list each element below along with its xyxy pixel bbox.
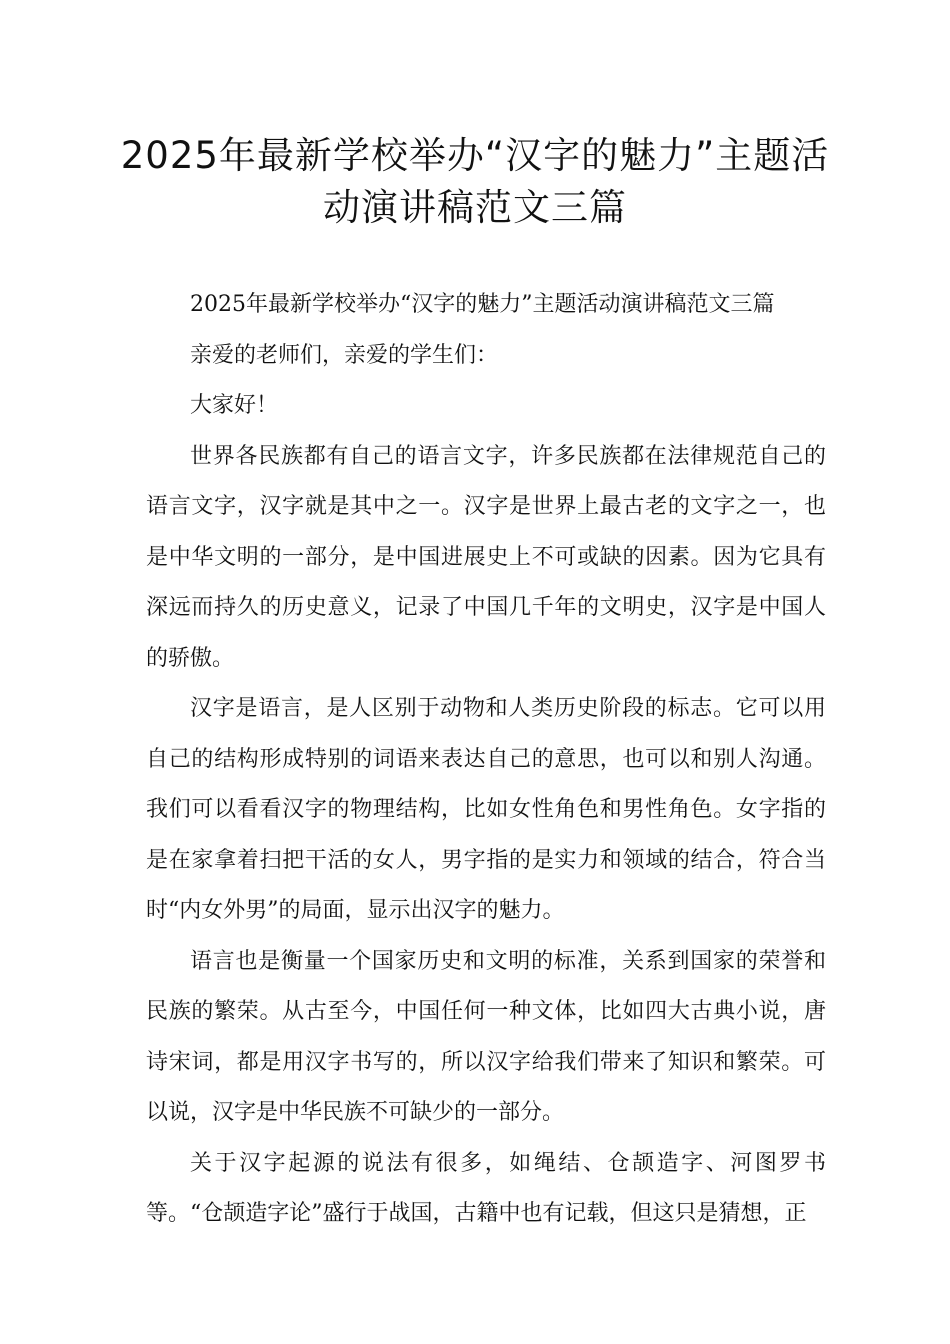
paragraph-heading-repeat: 2025年最新学校举办“汉字的魅力”主题活动演讲稿范文三篇 bbox=[190, 292, 775, 317]
paragraph-body-4: 关于汉字起源的说法有很多，如绳结、仓颉造字、河图罗书等。“仓颉造字论”盛行于战国，古籍中也有记载，但这只是猜想，正 bbox=[146, 1150, 826, 1226]
paragraph-body-1: 世界各民族都有自己的语言文字，许多民族都在法律规范自己的语言文字，汉字就是其中之一。汉字是世界上最古老的文字之一，也是中华文明的一部分，是中国进展史上不可或缺的因素。因为它具有深远而持久的历史意义，记录了中国几千年的文明史，汉字是中国人的骄傲。 bbox=[146, 443, 826, 671]
paragraph-salutation: 亲爱的老师们，亲爱的学生们： bbox=[190, 342, 499, 368]
document-title: 2025年最新学校举办“汉字的魅力”主题活动演讲稿范文三篇 bbox=[120, 134, 830, 229]
paragraph-greeting: 大家好！ bbox=[190, 393, 279, 418]
document-body bbox=[146, 280, 826, 1240]
paragraph-body-3: 语言也是衡量一个国家历史和文明的标准，关系到国家的荣誉和民族的繁荣。从古至今，中国任何一种文体，比如四大古典小说，唐诗宋词，都是用汉字书写的，所以汉字给我们带来了知识和繁荣。可以说，汉字是中华民族不可缺少的一部分。 bbox=[146, 948, 826, 1125]
paragraph-body-2: 汉字是语言，是人区别于动物和人类历史阶段的标志。它可以用自己的结构形成特别的词语来表达自己的意思，也可以和别人沟通。我们可以看看汉字的物理结构，比如女性角色和男性角色。女字指的是在家拿着扫把干活的女人，男字指的是实力和领域的结合，符合当时“内女外男”的局面，显示出汉字的魅力。 bbox=[146, 696, 826, 923]
